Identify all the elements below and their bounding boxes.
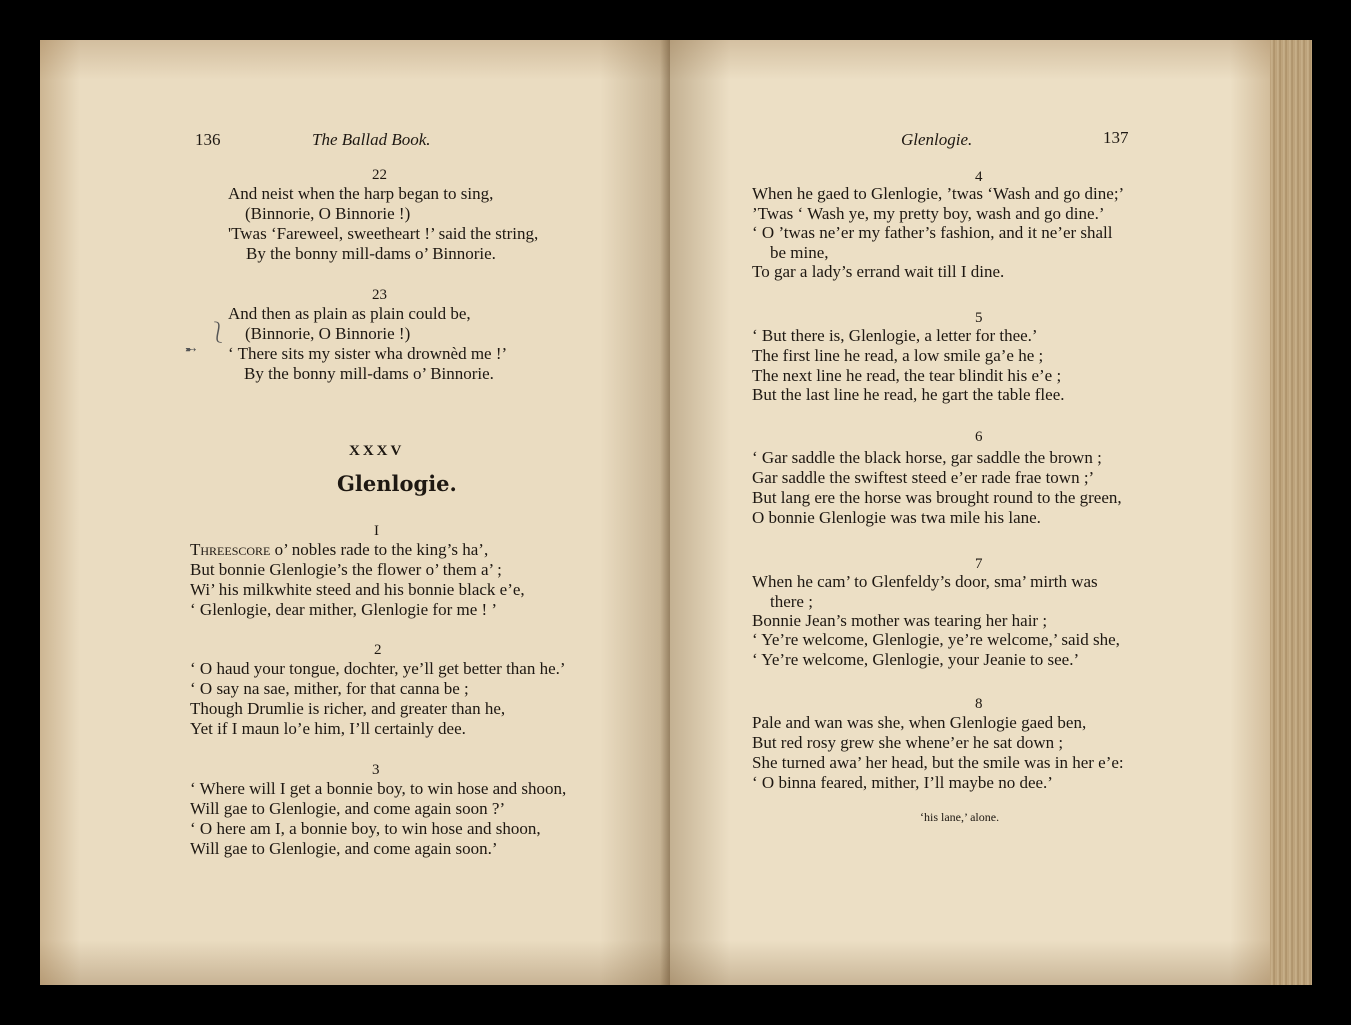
pencil-arrow-mark: ➸ <box>185 343 197 358</box>
verse-line: But lang ere the horse was brought round to the green, <box>752 488 1122 507</box>
verse-line: ‘ O binna feared, mither, I’ll maybe no dee.’ <box>752 773 1053 792</box>
verse-line: ‘ Ye’re welcome, Glenlogie, your Jeanie to see.’ <box>752 650 1080 669</box>
verse-line: Will gae to Glenlogie, and come again soon.’ <box>190 839 498 858</box>
verse-line: Pale and wan was she, when Glenlogie gaed ben, <box>752 713 1087 732</box>
verse-line: O bonnie Glenlogie was twa mile his lane. <box>752 508 1041 527</box>
verse-line: Yet if I maun lo’e him, I’ll certainly dee. <box>190 719 466 738</box>
stanza-number: 4 <box>975 169 983 185</box>
verse-line-rest: o’ nobles rade to the king’s ha’, <box>270 540 489 559</box>
verse-line: be mine, <box>770 243 829 262</box>
verse-line: ‘ O say na sae, mither, for that canna be ; <box>190 679 469 698</box>
ballad-title: Glenlogie. <box>337 471 457 496</box>
verse-line: By the bonny mill-dams o’ Binnorie. <box>246 244 496 263</box>
verse-line: ‘ Where will I get a bonnie boy, to win hose and shoon, <box>190 779 567 798</box>
verse-line: The first line he read, a low smile ga’e he ; <box>752 346 1044 365</box>
stanza-number: 2 <box>374 642 382 658</box>
verse-line: (Binnorie, O Binnorie !) <box>245 324 411 343</box>
verse-line: But bonnie Glenlogie’s the flower o’ them a’ ; <box>190 560 502 579</box>
stanza-number: 5 <box>975 310 983 326</box>
stanza-number: I <box>374 523 379 539</box>
verse-line: The next line he read, the tear blindit his e’e ; <box>752 366 1062 385</box>
verse-line: ‘ O haud your tongue, dochter, ye’ll get better than he.’ <box>190 659 566 678</box>
drop-word: Threescore <box>190 540 271 559</box>
stanza-number: 6 <box>975 429 983 445</box>
verse-line: To gar a lady’s errand wait till I dine. <box>752 262 1005 281</box>
verse-line: Wi’ his milkwhite steed and his bonnie black e’e, <box>190 580 525 599</box>
verse-line: ‘ Glenlogie, dear mither, Glenlogie for me ! ’ <box>190 600 498 619</box>
page-edges <box>1270 40 1312 985</box>
stanza-number: 22 <box>372 167 387 183</box>
verse-line: Gar saddle the swiftest steed e’er rade frae town ;’ <box>752 468 1095 487</box>
verse-line: there ; <box>770 592 813 611</box>
footnote: ‘his lane,’ alone. <box>920 810 1000 824</box>
page-number: 137 <box>1103 128 1129 147</box>
verse-line: Though Drumlie is richer, and greater than he, <box>190 699 506 718</box>
running-head: The Ballad Book. <box>312 130 431 149</box>
verse-line: When he gaed to Glenlogie, ’twas ‘Wash and go dine;’ <box>752 184 1125 203</box>
verse-line: ‘ There sits my sister wha drownèd me !’ <box>228 344 508 363</box>
verse-line: ‘ But there is, Glenlogie, a letter for thee.’ <box>752 326 1038 345</box>
pencil-bracket-mark: ⎱ <box>208 322 228 344</box>
open-book <box>40 40 1312 985</box>
verse-line: When he cam’ to Glenfeldy’s door, sma’ mirth was <box>752 572 1098 591</box>
verse-line: And then as plain as plain could be, <box>228 304 471 323</box>
stanza-number: 23 <box>372 287 387 303</box>
verse-line: But the last line he read, he gart the table flee. <box>752 385 1065 404</box>
right-page <box>670 40 1270 985</box>
verse-line: ‘ Ye’re welcome, Glenlogie, ye’re welcome,’ said she, <box>752 630 1120 649</box>
left-page <box>40 40 670 985</box>
stanza-number: 3 <box>372 762 380 778</box>
verse-line: ‘ O ’twas ne’er my father’s fashion, and it ne’er shall <box>752 223 1113 242</box>
verse-line: 'Twas ‘Fareweel, sweetheart !’ said the string, <box>228 224 539 243</box>
verse-line: Bonnie Jean’s mother was tearing her hair ; <box>752 611 1048 630</box>
verse-line: Will gae to Glenlogie, and come again soon ?’ <box>190 799 506 818</box>
verse-line: ‘ O here am I, a bonnie boy, to win hose and shoon, <box>190 819 541 838</box>
verse-line: And neist when the harp began to sing, <box>228 184 494 203</box>
verse-line <box>190 540 488 560</box>
verse-line: ‘ Gar saddle the black horse, gar saddle the brown ; <box>752 448 1102 467</box>
stanza-number: 7 <box>975 556 983 572</box>
page-number: 136 <box>195 130 221 149</box>
verse-line: By the bonny mill-dams o’ Binnorie. <box>244 364 494 383</box>
verse-line: She turned awa’ her head, but the smile was in her e’e: <box>752 753 1124 772</box>
ballad-number: XXXV <box>349 443 405 459</box>
running-head: Glenlogie. <box>901 130 973 149</box>
stanza-number: 8 <box>975 696 983 712</box>
verse-line: (Binnorie, O Binnorie !) <box>245 204 411 223</box>
verse-line: ’Twas ‘ Wash ye, my pretty boy, wash and go dine.’ <box>752 204 1105 223</box>
verse-line: But red rosy grew she whene’er he sat down ; <box>752 733 1064 752</box>
